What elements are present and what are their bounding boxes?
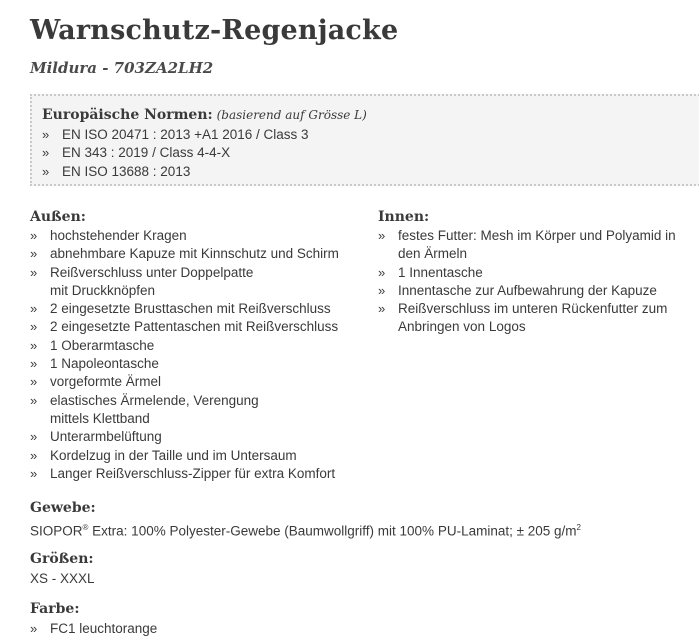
list-item (378, 300, 698, 337)
list-item (30, 620, 690, 638)
color-list (30, 620, 690, 638)
bullet-icon: » (30, 465, 38, 481)
fabric-text (30, 519, 690, 541)
list-item (30, 300, 370, 318)
norm-text: EN ISO 20471 : 2013 +A1 2016 / Class 3 (62, 127, 309, 142)
product-code: Mildura - 703ZA2LH2 (30, 59, 214, 77)
feature-text: 1 Oberarmtasche (50, 337, 155, 353)
inner-heading: Innen: (378, 209, 430, 225)
bullet-icon: » (378, 301, 386, 317)
list-item (30, 465, 370, 483)
list-item (42, 144, 699, 162)
inner-list (378, 227, 698, 337)
list-item (378, 227, 698, 264)
feature-text: 2 eingesetzte Brusttaschen mit Reißverschluss (50, 301, 331, 317)
sizes-section (30, 551, 690, 588)
fabric-brand: SIOPOR (30, 523, 83, 539)
bullet-icon: » (42, 145, 50, 161)
bullet-icon: » (30, 621, 38, 636)
list-item (42, 126, 699, 144)
list-item (30, 392, 370, 429)
norms-box (30, 94, 699, 186)
feature-text: Unterarmbelüftung (50, 429, 162, 445)
feature-text: Kordelzug in der Taille und im Untersaum (50, 447, 297, 463)
norms-header (42, 106, 699, 123)
feature-text: elastisches Ärmelende, Verengung (50, 392, 259, 408)
list-item (30, 428, 370, 446)
bullet-icon: » (30, 429, 38, 445)
fabric-section (30, 500, 690, 541)
unit-superscript: 2 (576, 523, 581, 532)
feature-text-continued: Anbringen von Logos (398, 319, 526, 335)
norm-text: EN 343 : 2019 / Class 4-4-X (62, 145, 231, 161)
feature-text: Innentasche zur Aufbewahrung der Kapuze (398, 282, 657, 298)
list-item (30, 264, 370, 301)
norm-text: EN ISO 13688 : 2013 (62, 163, 191, 179)
color-text: FC1 leuchtorange (50, 621, 158, 636)
feature-text: 1 Napoleontasche (50, 356, 159, 372)
outer-heading: Außen: (30, 209, 86, 225)
list-item (30, 227, 370, 245)
sizes-heading: Größen: (30, 551, 94, 567)
fabric-heading: Gewebe: (30, 500, 96, 516)
outer-features (30, 209, 370, 483)
outer-list (30, 227, 370, 483)
feature-text-continued: mit Druckknöpfen (50, 282, 156, 298)
norms-list (42, 126, 699, 181)
feature-text: vorgeformte Ärmel (50, 374, 162, 390)
feature-text: hochstehender Kragen (50, 228, 187, 243)
list-item (42, 163, 699, 181)
feature-text: festes Futter: Mesh im Körper und Polyamid in (398, 228, 676, 243)
bullet-icon: » (30, 319, 38, 335)
fabric-description: Extra: 100% Polyester-Gewebe (Baumwollgriff) mit 100% PU-Laminat; ± 205 g/m (88, 523, 577, 539)
feature-text: Reißverschluss im unteren Rückenfutter zum (398, 301, 668, 317)
feature-text: Langer Reißverschluss-Zipper für extra Komfort (50, 465, 336, 481)
bullet-icon: » (30, 356, 38, 372)
sizes-text: XS - XXXL (30, 571, 95, 586)
bullet-icon: » (30, 264, 38, 280)
bullet-icon: » (378, 264, 386, 280)
list-item (30, 318, 370, 336)
bullet-icon: » (30, 337, 38, 353)
list-item (378, 264, 698, 282)
list-item (30, 245, 370, 263)
feature-text: abnehmbare Kapuze mit Kinnschutz und Schirm (50, 246, 339, 262)
bullet-icon: » (378, 228, 386, 243)
bullet-icon: » (30, 374, 38, 390)
list-item (378, 282, 698, 300)
bullet-icon: » (30, 246, 38, 262)
bullet-icon: » (378, 282, 386, 298)
feature-text: 1 Innentasche (398, 264, 483, 280)
bullet-icon: » (42, 163, 50, 179)
inner-features (378, 209, 698, 337)
feature-text: 2 eingesetzte Pattentaschen mit Reißverschluss (50, 319, 339, 335)
list-item (30, 337, 370, 355)
bullet-icon: » (42, 127, 50, 142)
norms-note: (basierend auf Grösse L) (216, 108, 367, 122)
color-section (30, 601, 690, 638)
list-item (30, 355, 370, 373)
bullet-icon: » (30, 228, 38, 243)
color-heading: Farbe: (30, 601, 80, 617)
registered-mark: ® (82, 523, 89, 532)
norms-label: Europäische Normen: (42, 107, 213, 123)
list-item (30, 373, 370, 391)
bullet-icon: » (30, 447, 38, 463)
feature-text: Reißverschluss unter Doppelpatte (50, 264, 254, 280)
feature-text-continued: mittels Klettband (50, 410, 150, 426)
page-title: Warnschutz-Regenjacke (30, 15, 399, 46)
bullet-icon: » (30, 301, 38, 317)
bullet-icon: » (30, 392, 38, 408)
list-item (30, 447, 370, 465)
feature-text-continued: den Ärmeln (398, 246, 468, 262)
